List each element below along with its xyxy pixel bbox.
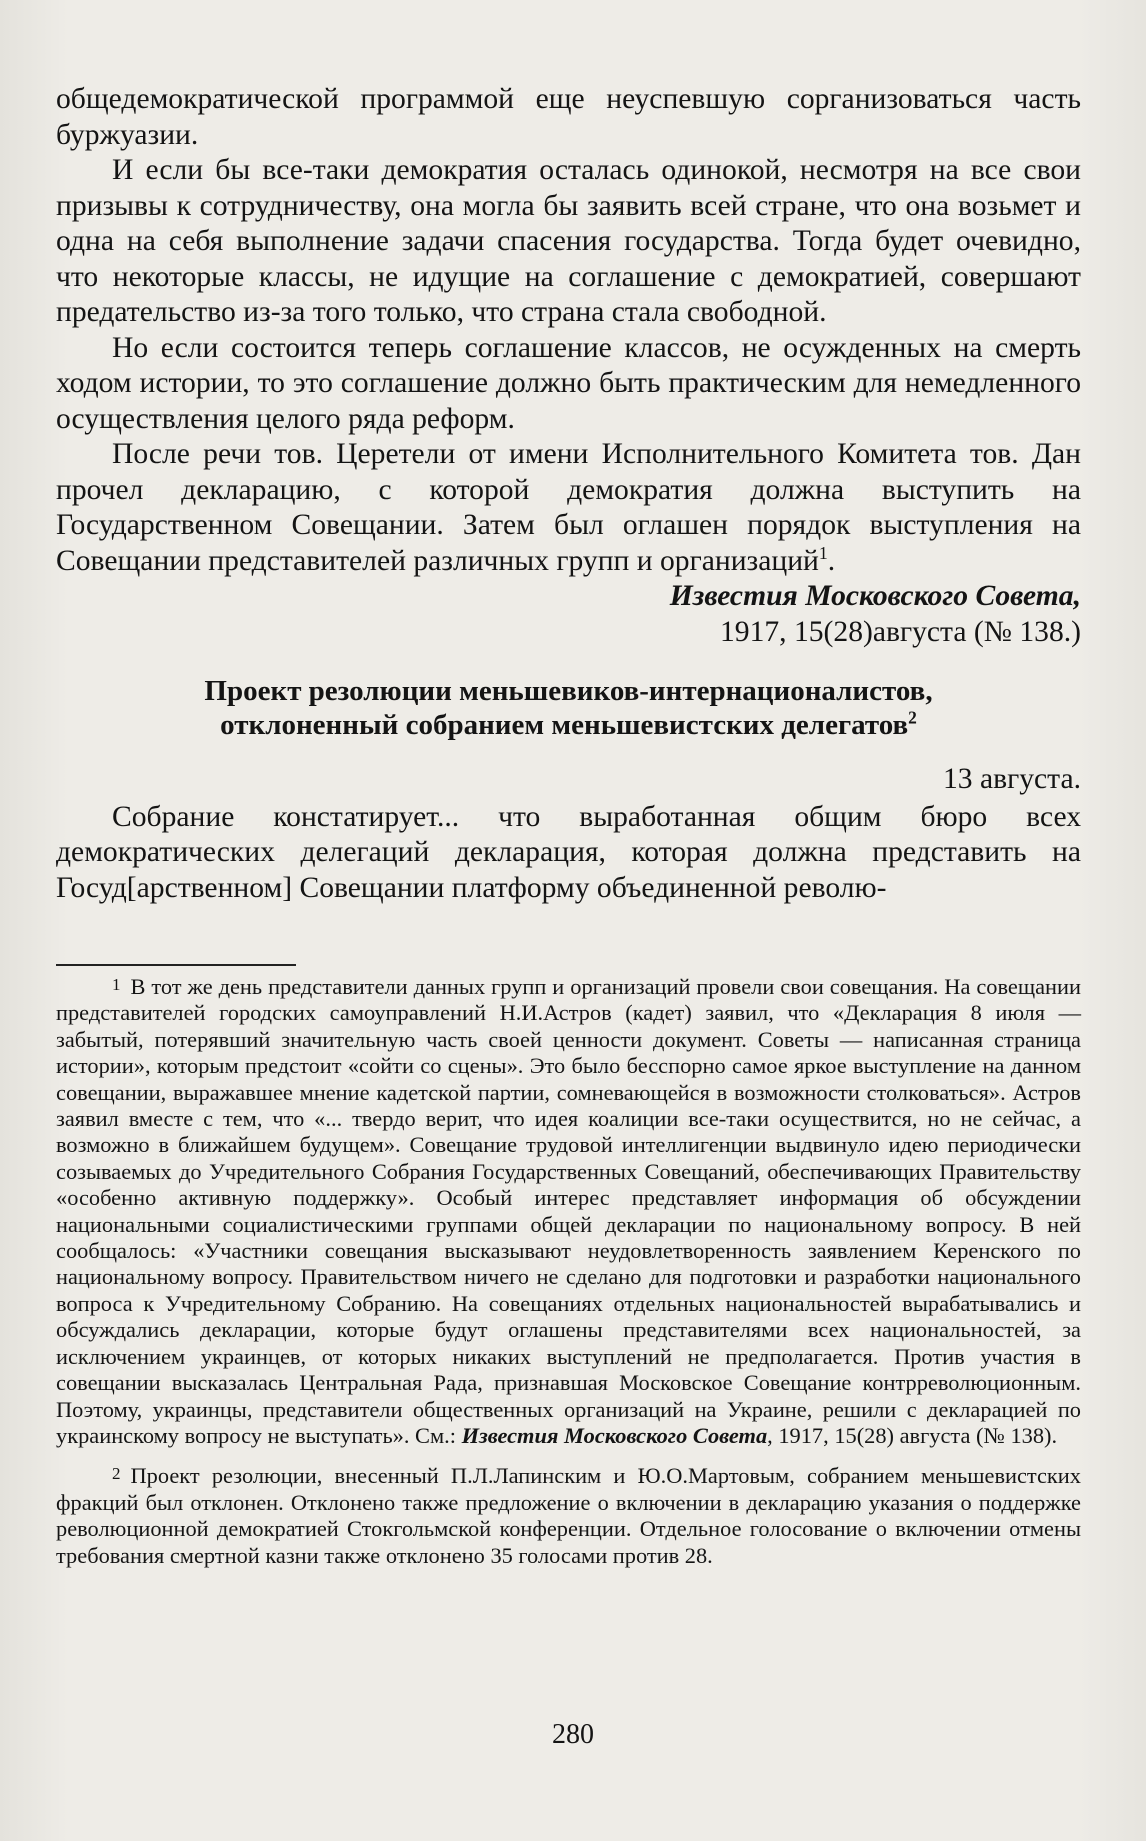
footnote-1-mark: 1 bbox=[112, 975, 121, 994]
footnote-1 bbox=[56, 972, 1081, 1449]
source-detail: 1917, 15(28)августа (№ 138.) bbox=[719, 615, 1081, 648]
footnote-1-tail: , 1917, 15(28) августа (№ 138). bbox=[767, 1422, 1058, 1448]
document-title-line-2-text: отклоненный собранием меньшевистских делегатов bbox=[220, 709, 909, 741]
document-title-line-1: Проект резолюции меньшевиков-интернационалистов, bbox=[204, 675, 933, 707]
footnote-1-source: Известия Московского Совета bbox=[461, 1422, 768, 1448]
paragraph-4-text: После речи тов. Церетели от имени Исполнительного Комитета тов. Дан прочел декларацию, с которой демократия должна выступить на Государственном Совещании. Затем был оглашен порядок выступления на Совещании представителей различных групп и организаций bbox=[56, 438, 1081, 577]
document-title-line-2 bbox=[56, 708, 1081, 742]
footnotes bbox=[56, 972, 1081, 1569]
source-citation bbox=[56, 579, 1081, 650]
paragraph-5: Собрание констатирует... что выработанная общим бюро всех демократических делегаций декларация, которая должна представить на Госуд[арственном] Совещании платформу объединенной револю- bbox=[56, 800, 1081, 904]
document-date: 13 августа. bbox=[943, 763, 1081, 795]
source-title: Известия Московского Совета, bbox=[669, 580, 1081, 612]
footnote-ref-1[interactable]: 1 bbox=[818, 542, 828, 563]
footnote-ref-2[interactable]: 2 bbox=[908, 707, 917, 728]
footnote-1-text: В тот же день представители данных групп и организаций провели свои совещания. На совещании представителей городских самоуправлений Н.И.Астров (кадет) заявил, что «Декларация 8 июля — забытый, потерявший значительную часть своей ценности документ. Советы — написанная страница истории», которым предстоит «сойти со сцены». Это было бесспорно самое яркое выступление на данном совещании, выражавшее мнение кадетской партии, сомневающейся в возможности столковаться». Астров заявил вместе с тем, что «... твердо верит, что идея коалиции все-таки осуществится, но не сейчас, а возможно в ближайшем будущем». Совещание трудовой интеллигенции выдвинуло идею периодически созываемых до Учредительного Собрания Государственных Совещаний, обеспечивающих Правительству «особенно активную поддержку». Особый интерес представляет информация об обсуждении национальными социалистическими группами общей декларации по национальному вопросу. В ней сообщалось: «Участники совещания высказывают неудовлетворенность заявлением Керенского по национальному вопросу. Правительством ничего не сделано для подготовки и разработки национального вопроса к Учредительному Собранию. На совещаниях отдельных национальностей вырабатывались и обсуждались декларации, которые будут оглашены представителями всех национальностей, за исключением украинцев, от которых никаких выступлений не предполагается. Против участия в совещании высказалась Центральная Рада, признавшая Московское Совещание контрреволюционным. Поэтому, украинцы, представители общественных организаций на Украине, решили с декларацией по украинскому вопросу не выступать». См.: bbox=[56, 974, 1081, 1448]
document-title bbox=[56, 674, 1081, 742]
paragraph-4: После речи тов. Церетели от имени Исполнительного Комитета тов. Дан прочел декларацию, с которой демократия должна выступить на Государственном Совещании. Затем был оглашен порядок выступления на Совещании представителей различных групп и организаций$^1$. bbox=[56, 438, 1081, 577]
paragraph-3: Но если состоится теперь соглашение классов, не осужденных на смерть ходом истории, то это соглашение должно быть практическим для немедленного осуществления целого ряда реформ. bbox=[56, 331, 1081, 435]
page-number: 280 bbox=[552, 1719, 594, 1750]
footnote-divider bbox=[56, 964, 296, 966]
footnote-2-mark: 2 bbox=[112, 1464, 121, 1484]
paragraph-2: И если бы все-таки демократия осталась одинокой, несмотря на все свои призывы к сотрудничеству, она могла бы заявить всей стране, что она возьмет и одна на себя выполнение задачи спасения государства. Тогда будет очевидно, что некоторые классы, не идущие на соглашение с демократией, совершают предательство из-за того только, что страна стала свободной. bbox=[56, 154, 1081, 328]
footnote-2-text: Проект резолюции, внесенный П.Л.Лапинским и Ю.О.Мартовым, собранием меньшевистских фракций был отклонен. Отклонено также предложение о включении в декларацию указания о поддержке революционной демократией Стокгольмской конференции. Отдельное голосование о включении отмены требования смертной казни также отклонено 35 голосами против 28. bbox=[56, 1463, 1081, 1568]
main-text bbox=[56, 82, 1081, 906]
footnote-2 bbox=[56, 1461, 1081, 1569]
paragraph-1: общедемократической программой еще неуспевшую сорганизоваться часть буржуазии. bbox=[56, 83, 1081, 151]
